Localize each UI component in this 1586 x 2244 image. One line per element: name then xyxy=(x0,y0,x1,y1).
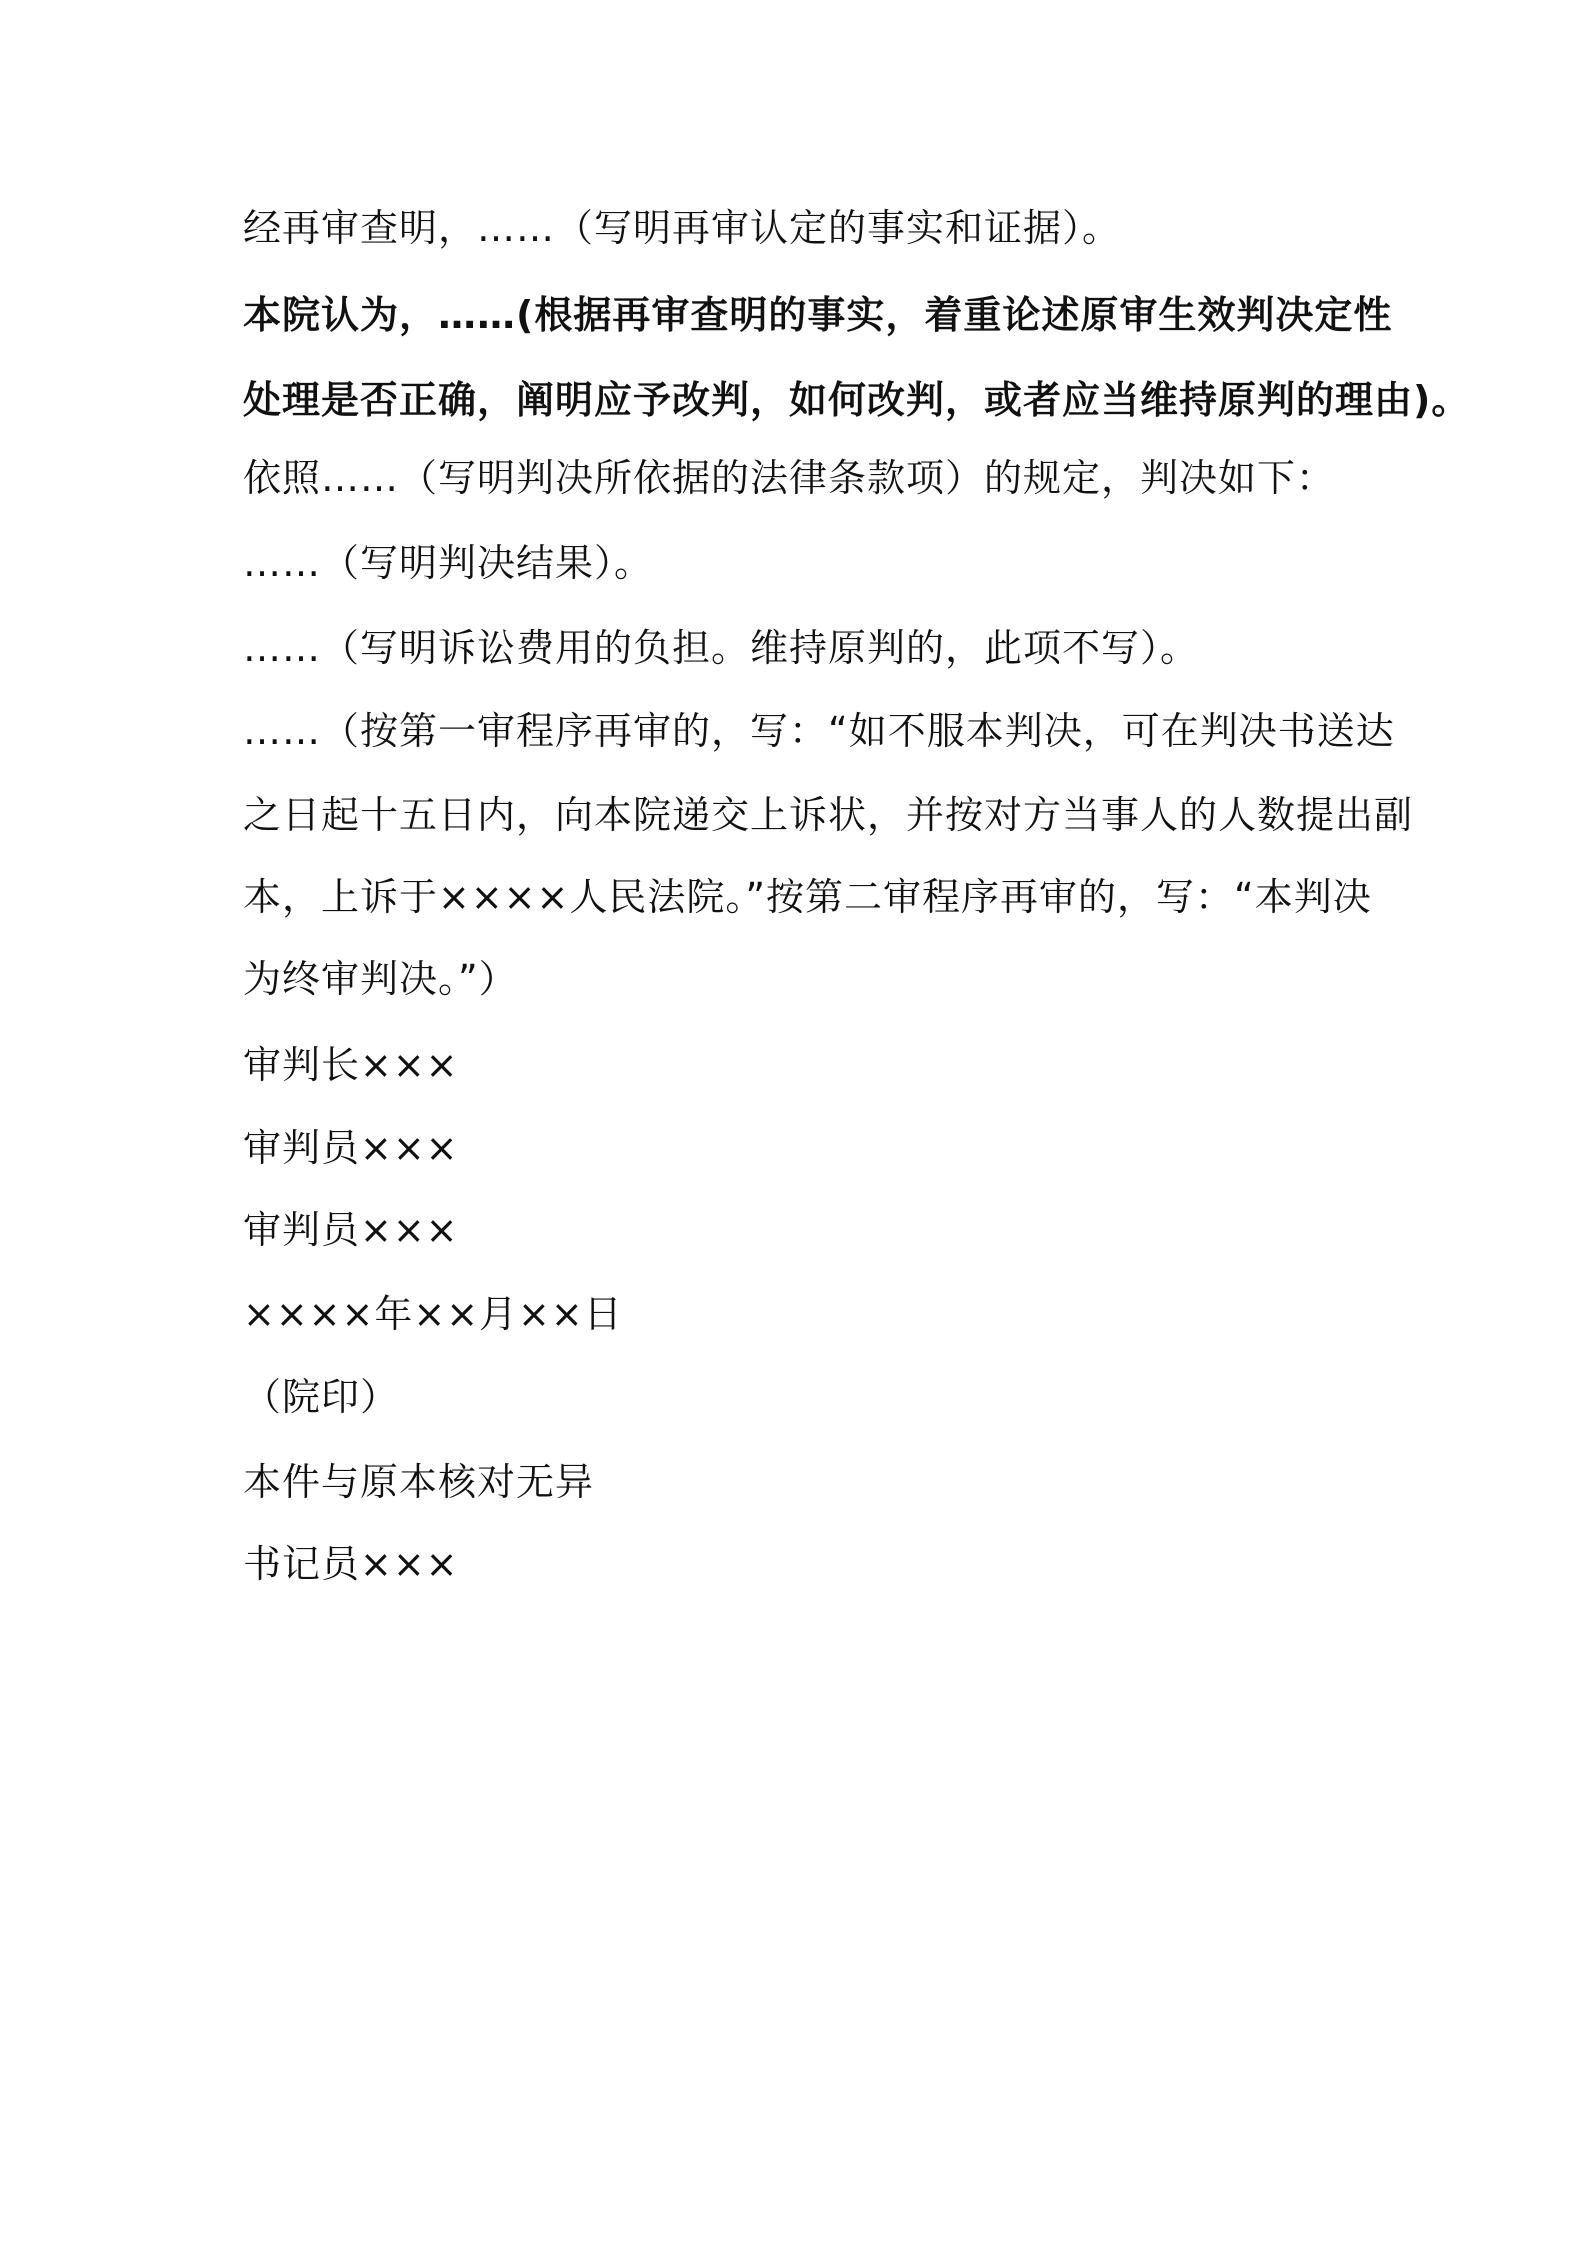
signature-judge-2: 审判员××× xyxy=(243,1208,459,1252)
paragraph-appeal-notice-line-4: 为终审判决。”） xyxy=(243,957,518,1001)
paragraph-appeal-notice-line-1: ……（按第一审程序再审的，写：“如不服本判决，可在判决书送达 xyxy=(243,709,1395,753)
verification-note: 本件与原本核对无异 xyxy=(243,1460,595,1504)
paragraph-legal-basis: 依照……（写明判决所依据的法律条款项）的规定，判决如下： xyxy=(243,456,1336,500)
signature-clerk: 书记员××× xyxy=(243,1542,459,1586)
signature-judge-1: 审判员××× xyxy=(243,1126,459,1170)
court-seal-note: （院印） xyxy=(243,1375,400,1419)
paragraph-appeal-notice-line-3: 本，上诉于××××人民法院。”按第二审程序再审的，写：“本判决 xyxy=(243,875,1372,919)
paragraph-court-opinion-line-2: 处理是否正确，阐明应予改判，如何改判，或者应当维持原判的理由)。 xyxy=(243,378,1471,422)
paragraph-litigation-costs: ……（写明诉讼费用的负担。维持原判的，此项不写）。 xyxy=(243,626,1200,670)
signature-presiding-judge: 审判长××× xyxy=(243,1043,459,1087)
paragraph-retrial-facts: 经再审查明，……（写明再审认定的事实和证据）。 xyxy=(243,206,1122,250)
paragraph-judgment-result: ……（写明判决结果）。 xyxy=(243,541,654,585)
paragraph-appeal-notice-line-2: 之日起十五日内，向本院递交上诉状，并按对方当事人的人数提出副 xyxy=(243,793,1414,837)
document-date: ××××年××月××日 xyxy=(243,1292,623,1336)
paragraph-court-opinion-line-1: 本院认为，……(根据再审查明的事实，着重论述原审生效判决定性 xyxy=(243,293,1393,337)
